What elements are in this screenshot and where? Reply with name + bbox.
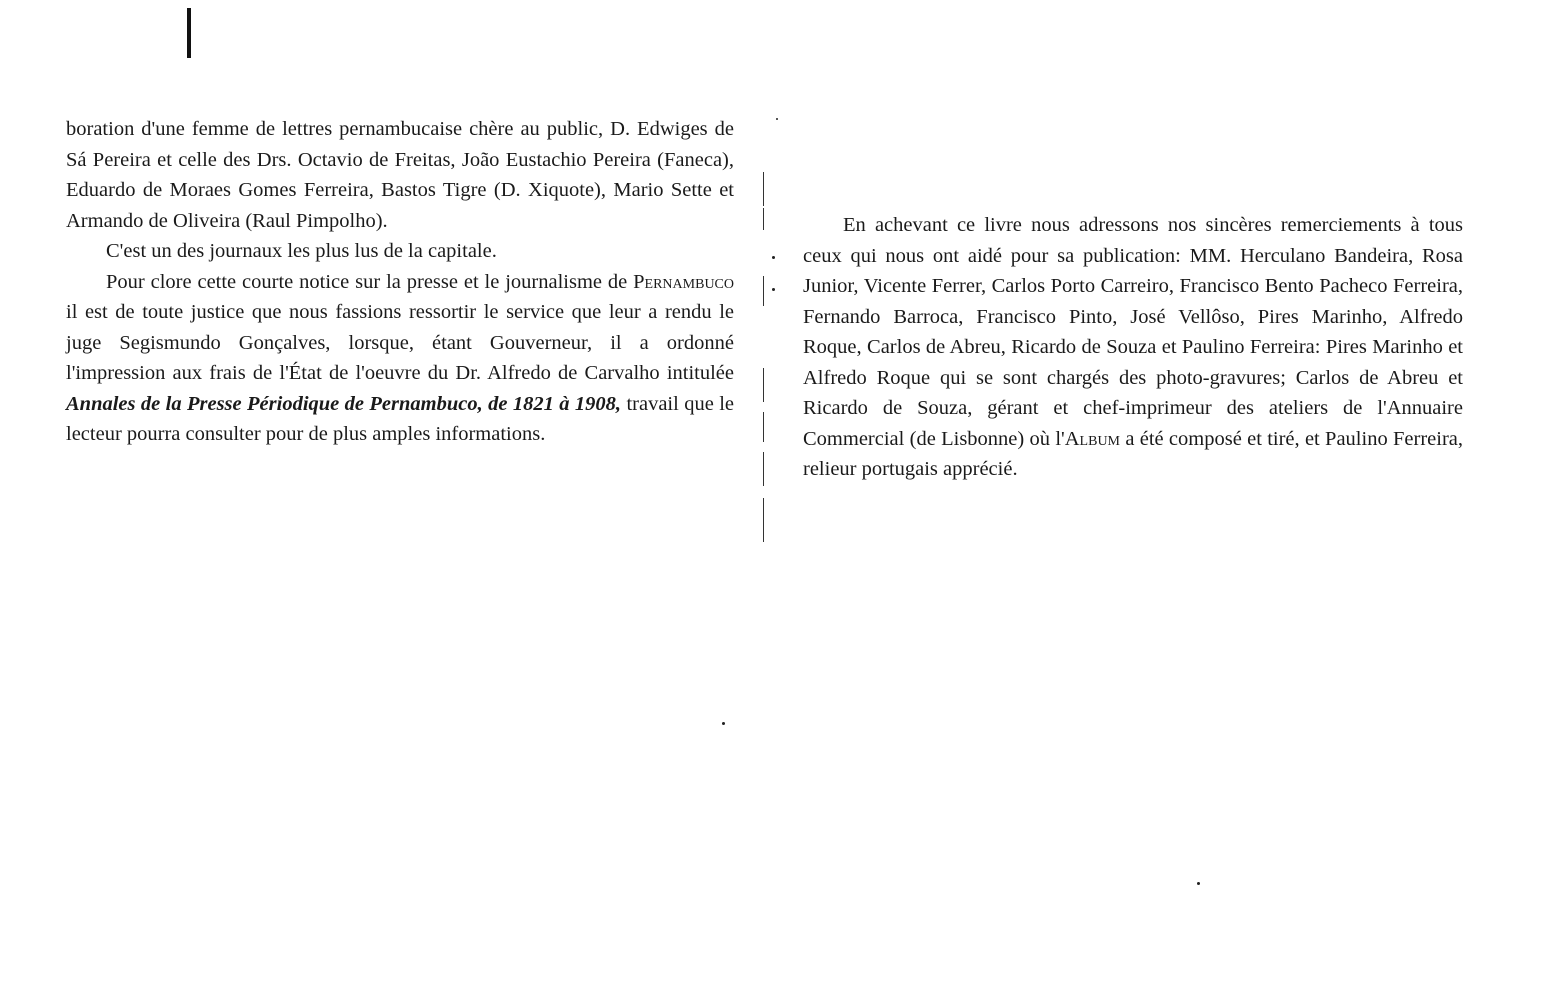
book-title: Annales de la Presse Périodique de Pernambuco, de 1821 à 1908, [66, 392, 622, 415]
album-smallcaps: Album [1064, 427, 1121, 450]
left-paragraph-1: boration d'une femme de lettres pernambucaise chère au public, D. Edwiges de Sá Pereira et celle des Drs. Octavio de Freitas, João Eustachio Pereira (Faneca), Eduardo de Moraes Gomes Ferreira, Bastos Tigre (D. Xiquote), Mario Sette et Armando de Oliveira (Raul Pimpolho). [66, 118, 734, 232]
left-paragraph-3-start: Pour clore cette courte notice sur la presse et le journalisme de [106, 270, 628, 293]
pernambuco-smallcaps: Pernambuco [633, 270, 734, 293]
left-paragraph-2: C'est un des journaux les plus lus de la capitale. [106, 240, 497, 262]
left-paragraph-3 [66, 267, 734, 450]
right-text-column [803, 210, 1463, 485]
right-paragraph-1 [803, 210, 1463, 485]
scan-speck-1 [722, 722, 725, 725]
scan-mark-top [187, 8, 191, 58]
scan-speck-2 [1197, 882, 1200, 885]
right-paragraph-1-start: En achevant ce livre nous adressons nos sincères remerciements à tous ceux qui nous ont aidé pour sa publication: MM. Herculano Bandeira, Rosa Junior, Vicente Ferrer, Carlos Porto Carreiro, Francisco Bento Pacheco Ferreira, Fernando Barroca, Francisco Pinto, José Vellôso, Pires Marinho, Alfredo Roque, Carlos de Abreu, Ricardo de Souza et Paulino Ferreira: Pires Marinho et Alfredo Roque qui se sont chargés des photo-gravures; Carlos de Abreu et Ricardo de Souza, gérant et chef-imprimeur des ateliers de l'Annuaire Commercial (de Lisbonne) où l' [803, 214, 1463, 450]
scan-speck-3 [776, 118, 778, 120]
right-paragraph-1-end: a été composé et tiré, et Paulino Ferreira, relieur portugais apprécié. [803, 427, 1464, 480]
left-paragraph-3-middle: il est de toute justice que nous fassions ressortir le service que leur a rendu le juge Segismundo Gonçalves, lorsque, étant Gouverneur, il a ordonné l'impression aux frais de l'État de l'oeuvre du Dr. Alfredo de Carvalho intitulée [66, 301, 734, 384]
left-paragraph-3-end: travail que le lecteur pourra consulter pour de plus amples informations. [66, 392, 734, 445]
left-text-column [66, 114, 734, 450]
